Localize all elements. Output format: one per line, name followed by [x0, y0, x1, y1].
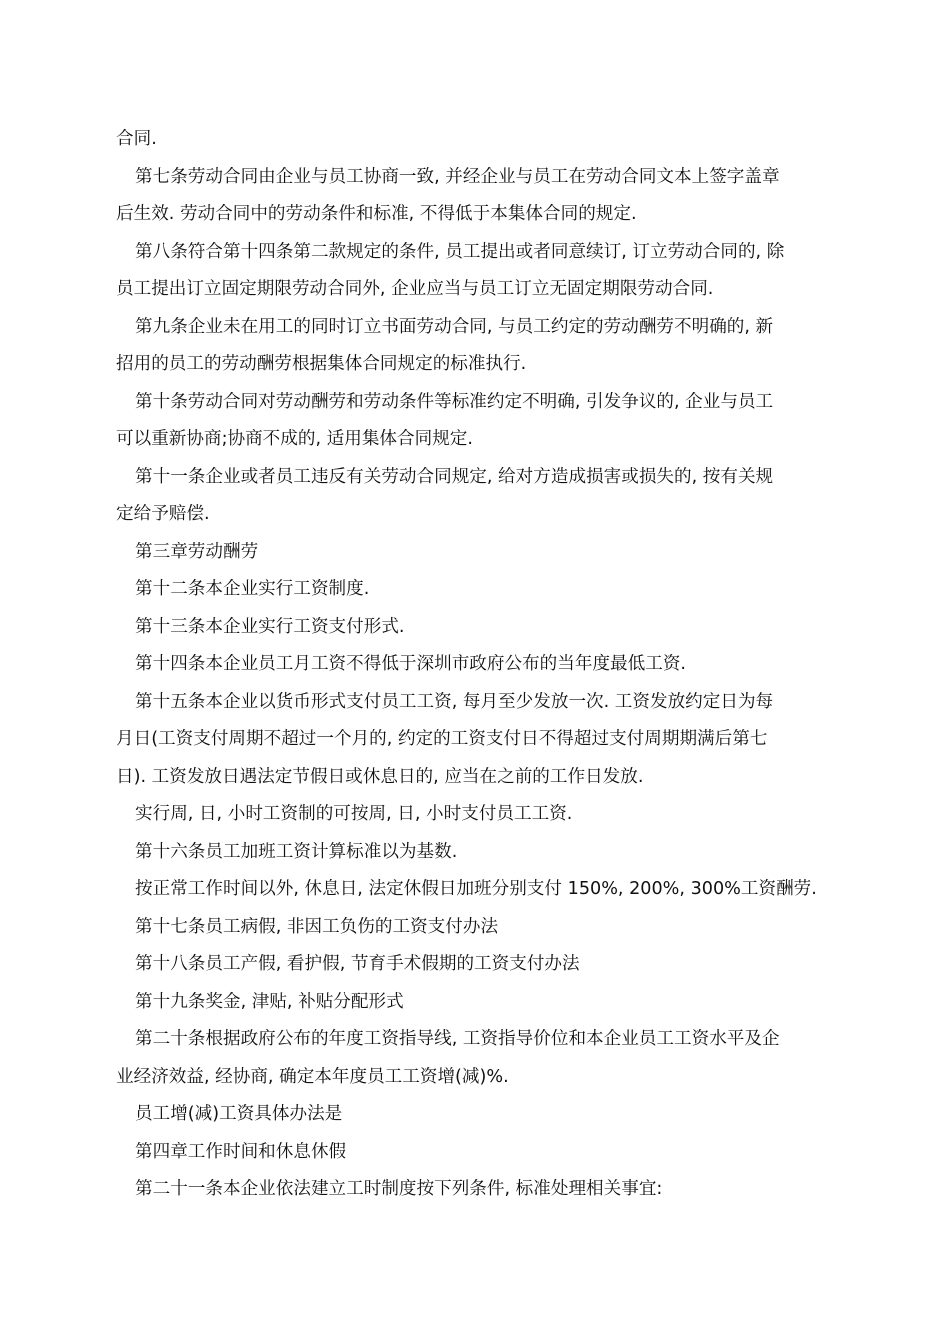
text-line: 第二十条根据政府公布的年度工资指导线, 工资指导价位和本企业员工工资水平及企 — [135, 1029, 780, 1049]
text-line: 第二十一条本企业依法建立工时制度按下列条件, 标准处理相关事宜: — [135, 1179, 663, 1199]
text-line: 业经济效益, 经协商, 确定本年度员工工资增(减)%. — [116, 1066, 509, 1087]
text-line: 日). 工资发放日遇法定节假日或休息日的, 应当在之前的工作日发放. — [116, 766, 644, 787]
text-line: 定给予赔偿. — [116, 504, 210, 524]
text-line: 第十八条员工产假, 看护假, 节育手术假期的工资支付办法 — [135, 954, 580, 974]
text-line: 第十九条奖金, 津贴, 补贴分配形式 — [135, 991, 404, 1012]
text-line: 合同. — [116, 129, 157, 149]
text-line: 第十四条本企业员工月工资不得低于深圳市政府公布的当年度最低工资. — [135, 654, 687, 674]
document-body — [116, 121, 836, 1209]
text-line: 实行周, 日, 小时工资制的可按周, 日, 小时支付员工工资. — [135, 804, 573, 824]
text-line: 第十三条本企业实行工资支付形式. — [135, 616, 405, 637]
text-line: 第三章劳动酬劳 — [135, 541, 259, 562]
text-line: 可以重新协商;协商不成的, 适用集体合同规定. — [116, 429, 473, 449]
text-line: 第十条劳动合同对劳动酬劳和劳动条件等标准约定不明确, 引发争议的, 企业与员工 — [135, 391, 774, 412]
text-line: 第十五条本企业以货币形式支付员工工资, 每月至少发放一次. 工资发放约定日为每 — [135, 691, 774, 712]
text-line: 第九条企业未在用工的同时订立书面劳动合同, 与员工约定的劳动酬劳不明确的, 新 — [135, 316, 774, 337]
text-line: 第八条符合第十四条第二款规定的条件, 员工提出或者同意续订, 订立劳动合同的, 除 — [135, 241, 785, 262]
text-line: 第十六条员工加班工资计算标准以为基数. — [135, 841, 458, 862]
text-line: 第十一条企业或者员工违反有关劳动合同规定, 给对方造成损害或损失的, 按有关规 — [135, 466, 774, 487]
text-line: 第十二条本企业实行工资制度. — [135, 579, 370, 599]
text-line: 后生效. 劳动合同中的劳动条件和标准, 不得低于本集体合同的规定. — [116, 204, 637, 224]
text-line: 招用的员工的劳动酬劳根据集体合同规定的标准执行. — [116, 354, 527, 374]
text-line: 员工提出订立固定期限劳动合同外, 企业应当与员工订立无固定期限劳动合同. — [116, 279, 714, 299]
text-line: 第七条劳动合同由企业与员工协商一致, 并经企业与员工在劳动合同文本上签字盖章 — [135, 166, 780, 187]
text-line: 第四章工作时间和休息休假 — [135, 1141, 347, 1162]
text-line: 按正常工作时间以外, 休息日, 法定休假日加班分别支付 150%, 200%, 300%工资酬劳. — [135, 879, 817, 899]
text-line: 员工增(减)工资具体办法是 — [135, 1104, 343, 1124]
text-line: 月日(工资支付周期不超过一个月的, 约定的工资支付日不得超过支付周期期满后第七 — [116, 729, 768, 749]
text-line: 第十七条员工病假, 非因工负伤的工资支付办法 — [135, 916, 499, 937]
